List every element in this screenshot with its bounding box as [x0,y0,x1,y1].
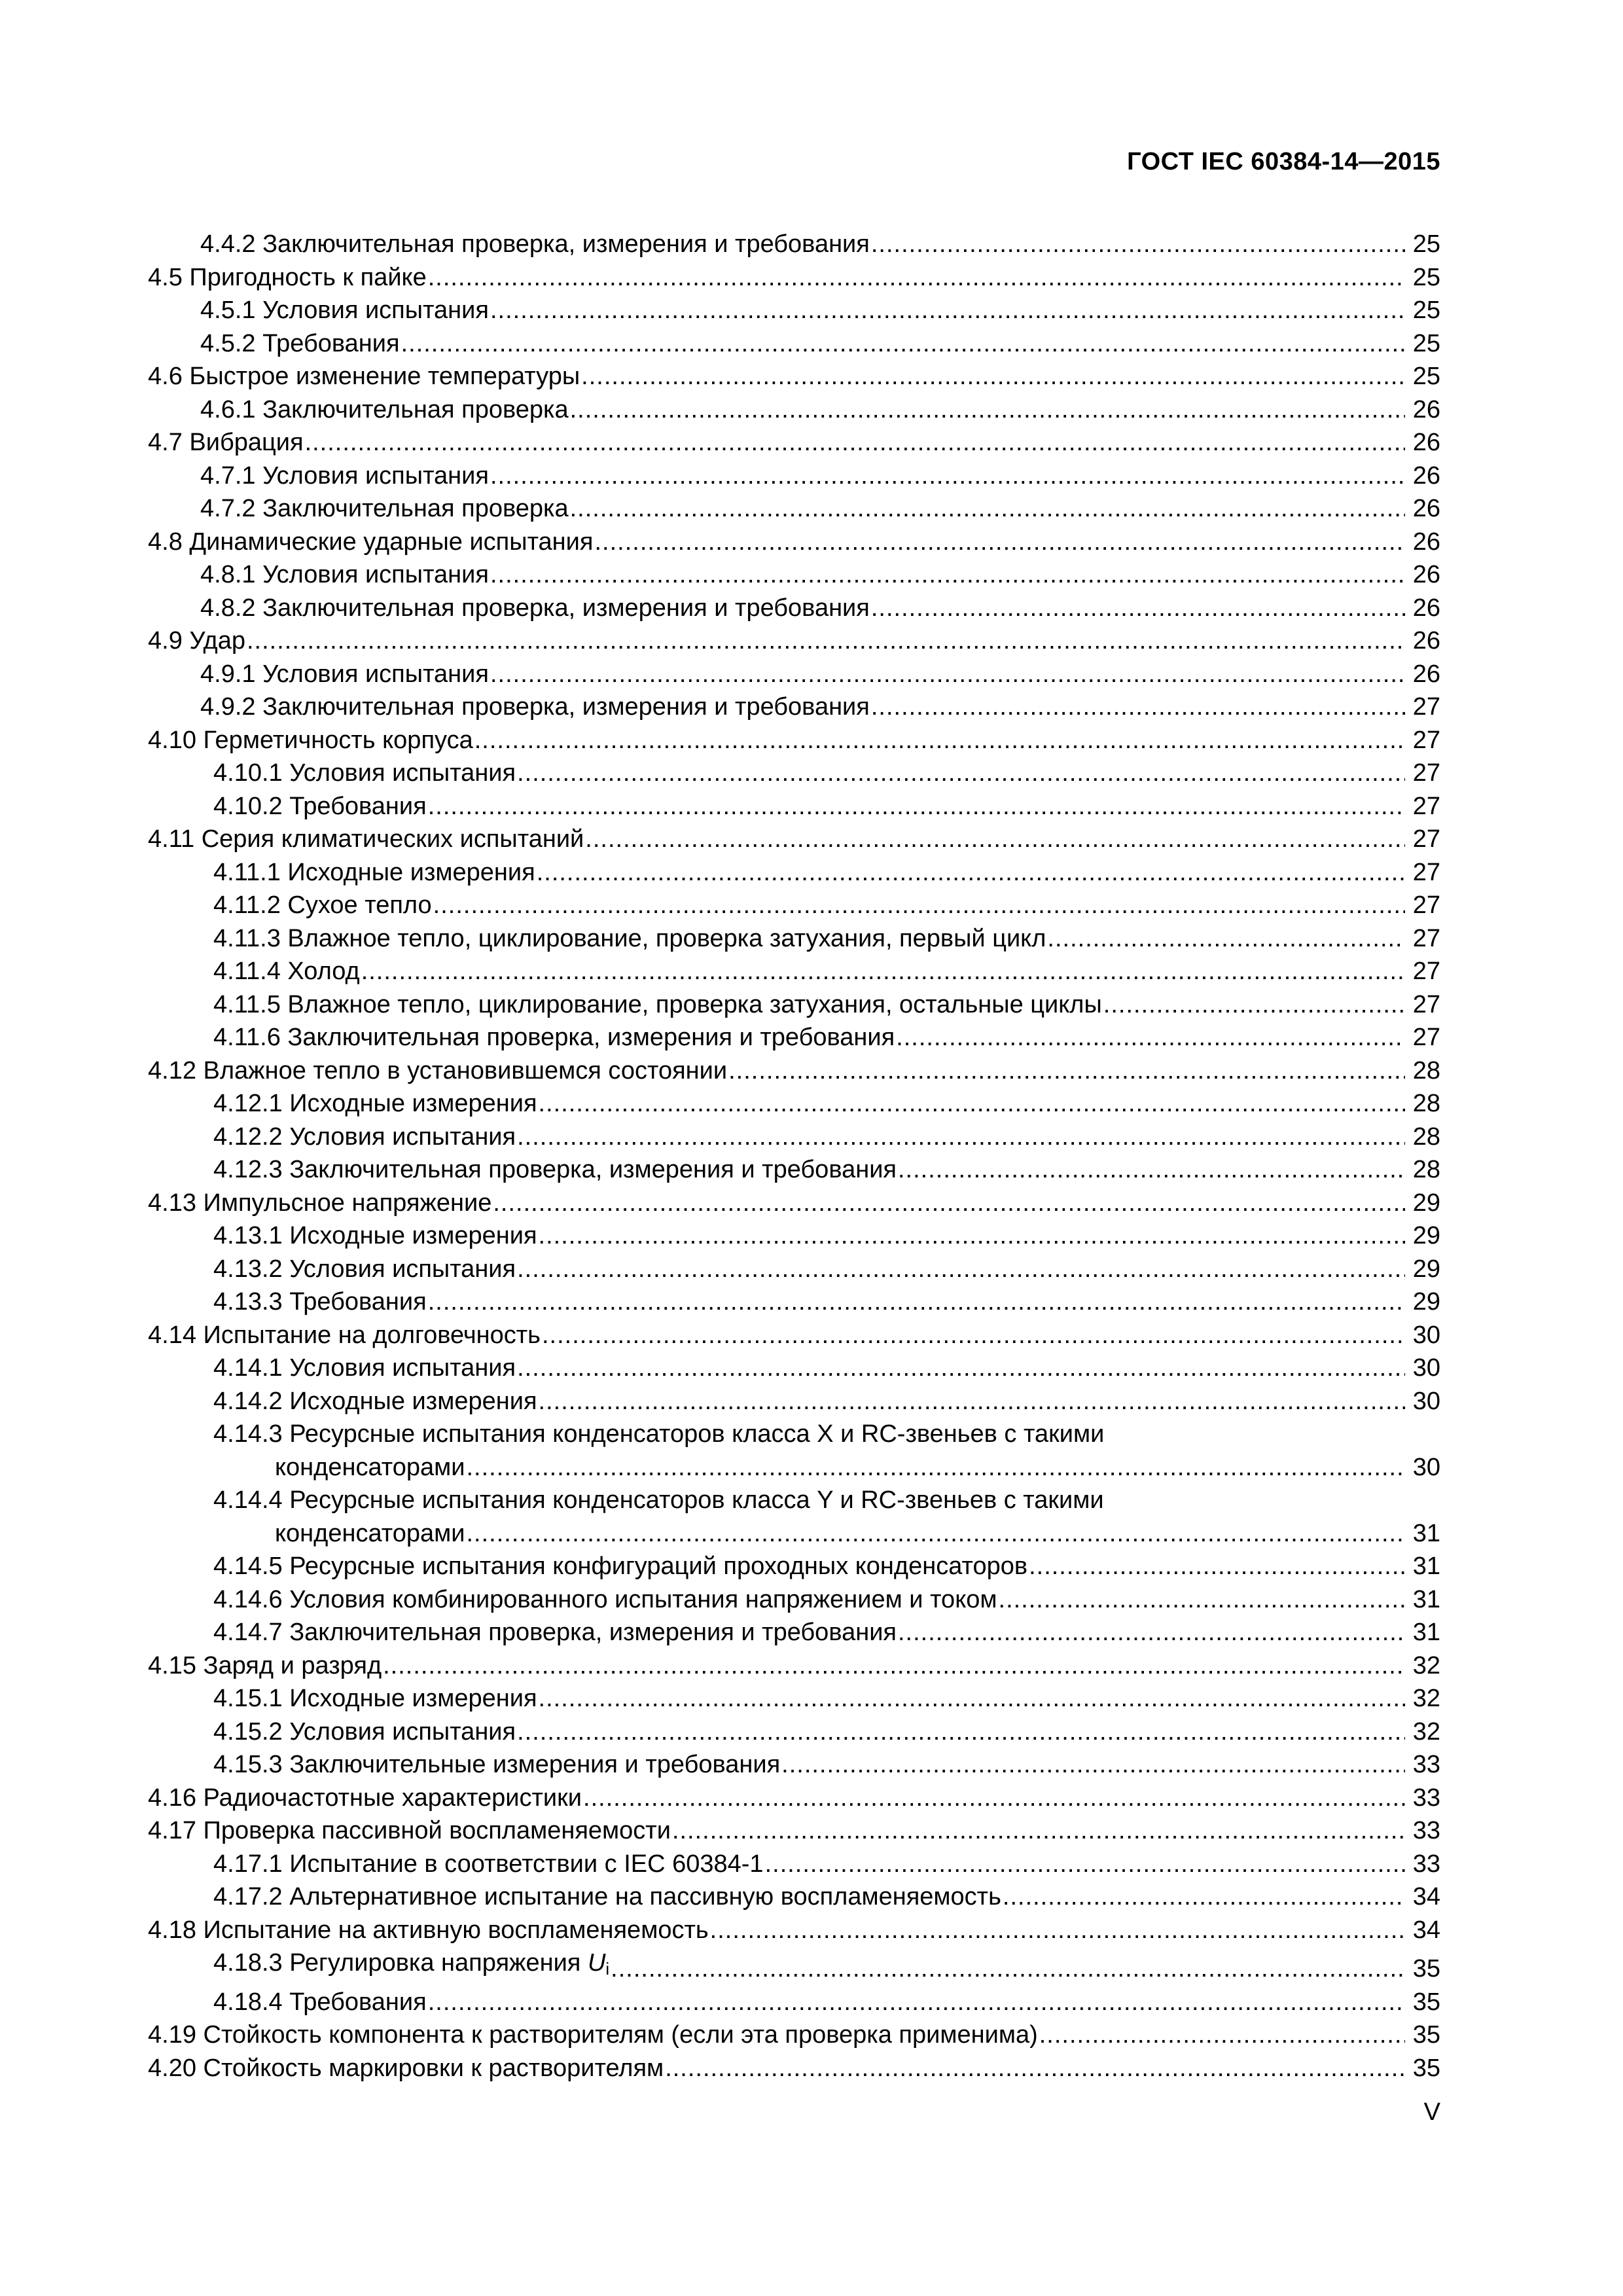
dot-leader [401,327,1405,361]
toc-page-number: 35 [1412,1988,1440,2016]
toc-page-number: 30 [1412,1387,1440,1415]
toc-page-number: 28 [1412,1122,1440,1151]
toc-entry-title: 4.12 Влажное тепло в установившемся состоянии [148,1056,728,1085]
toc-entry[interactable] [148,988,1440,1022]
toc-entry-title: 4.9.1 Условия испытания [200,660,489,688]
toc-entry-title: 4.17 Проверка пассивной воспламеняемости [148,1817,671,1844]
toc-page-number: 29 [1412,1288,1440,1316]
toc-entry-title: 4.18 Испытание на активную воспламеняемость [148,1916,709,1944]
dot-leader [594,526,1405,559]
toc-entry-title-continued: конденсаторами [275,1453,465,1481]
toc-entry-title: 4.14 Испытание на долговечность [148,1321,541,1349]
toc-page-number: 27 [1412,759,1440,787]
toc-entry-title: 4.5.1 Условия испытания [200,296,489,324]
toc-page-number: 27 [1412,924,1440,952]
dot-leader [428,261,1405,295]
dot-leader [898,1153,1405,1187]
toc-entry[interactable] [148,1484,1440,1517]
toc-entry-title: 4.7 Вибрация [148,429,304,456]
toc-page-number: 25 [1412,296,1440,324]
toc-entry-title: 4.13 Импульсное напряжение [148,1189,492,1217]
toc-entry-title: 4.18.4 Требования [213,1988,427,2016]
dot-leader [539,1087,1405,1121]
dot-leader [781,1748,1405,1782]
toc-entry[interactable] [148,1187,1440,1220]
toc-entry[interactable] [148,691,1440,724]
toc-entry[interactable] [148,1782,1440,1815]
toc-entry[interactable] [148,1319,1440,1352]
toc-entry-title: 4.10.2 Требования [213,792,427,820]
toc-entry-title: 4.15.3 Заключительные измерения и требования [213,1751,781,1778]
toc-entry[interactable] [148,955,1440,988]
dot-leader [871,228,1405,261]
toc-entry[interactable] [148,228,1440,261]
dot-leader [517,1715,1405,1749]
toc-page-number: 26 [1412,429,1440,456]
toc-page-number: 26 [1412,627,1440,655]
dot-leader [517,1352,1405,1385]
dot-leader [247,624,1405,658]
dot-leader [898,1616,1405,1649]
toc-entry-title: 4.14.5 Ресурсные испытания конфигураций проходных конденсаторов [213,1552,1028,1580]
toc-entry-title: 4.13.3 Требования [213,1288,427,1316]
dot-leader [490,558,1405,592]
toc-entry[interactable] [148,492,1440,526]
dot-leader [710,1914,1405,1947]
toc-entry-title: 4.19 Стойкость компонента к растворителям (если эта проверка применима) [148,2021,1038,2049]
dot-leader [672,1814,1405,1848]
toc-entry-title: 4.5 Пригодность к пайке [148,263,427,291]
dot-leader [1039,2018,1405,2052]
toc-entry-title: 4.14.6 Условия комбинированного испытания напряжением и током [213,1585,997,1613]
toc-page-number: 32 [1412,1717,1440,1746]
dot-leader [999,1583,1405,1617]
toc-entry[interactable] [148,658,1440,691]
toc-entry[interactable] [148,1848,1440,1881]
toc-entry-title: 4.11 Серия климатических испытаний [148,825,584,853]
dot-leader [581,360,1405,393]
dot-leader [490,294,1405,327]
dot-leader [490,459,1405,493]
toc-entry-title: 4.6 Быстрое изменение температуры [148,363,580,390]
toc-entry[interactable] [148,1649,1440,1683]
toc-entry[interactable] [148,1087,1440,1121]
toc-entry-title [213,1946,609,1986]
dot-leader [765,1848,1405,1881]
toc-page-number: 27 [1412,1024,1440,1051]
toc-page-number: 29 [1412,1222,1440,1249]
toc-page-number: 28 [1412,1090,1440,1117]
toc-page-number: 25 [1412,363,1440,390]
toc-page-number: 27 [1412,825,1440,853]
dot-leader [539,1682,1405,1715]
dot-leader [539,1385,1405,1418]
toc-entry[interactable] [148,889,1440,922]
dot-leader [1003,1880,1405,1914]
toc-entry-title: 4.13.1 Исходные измерения [213,1222,537,1249]
toc-entry[interactable] [148,1715,1440,1749]
toc-entry[interactable] [148,922,1440,956]
toc-entry-continuation[interactable] [148,1517,1440,1551]
toc-entry[interactable] [148,1550,1440,1583]
toc-page-number: 26 [1412,660,1440,688]
toc-entry[interactable] [148,1814,1440,1848]
toc-page-number: 27 [1412,891,1440,919]
toc-entry-title: 4.12.3 Заключительная проверка, измерения и требования [213,1156,897,1183]
dot-leader [611,1952,1405,1986]
toc-entry[interactable] [148,393,1440,427]
toc-page-number: 26 [1412,395,1440,423]
toc-entry-title: 4.8.2 Заключительная проверка, измерения и требования [200,594,870,622]
dot-leader [383,1649,1405,1683]
toc-entry-title: 4.5.2 Требования [200,329,400,357]
toc-entry-title: 4.14.4 Ресурсные испытания конденсаторов класса Y и RC-звеньев с такими [213,1486,1104,1514]
toc-page-number: 29 [1412,1255,1440,1283]
dot-leader [570,492,1405,526]
toc-entry-title: 4.20 Стойкость маркировки к растворителям [148,2054,664,2082]
toc-entry-title: 4.8.1 Условия испытания [200,561,489,588]
toc-page-number: 27 [1412,726,1440,754]
dot-leader [896,1021,1405,1054]
toc-entry-title: 4.14.1 Условия испытания [213,1354,516,1382]
dot-leader [517,757,1405,790]
dot-leader [467,1517,1406,1551]
dot-leader [428,790,1405,823]
document-id-header: ГОСТ IEC 60384-14—2015 [1127,148,1440,175]
toc-entry-title: 4.15 Заряд и разряд [148,1651,382,1679]
dot-leader [305,426,1405,459]
toc-entry[interactable] [148,757,1440,790]
voltage-symbol: U [587,1949,606,1977]
toc-entry[interactable] [148,1285,1440,1319]
toc-entry[interactable] [148,1153,1440,1187]
toc-entry[interactable] [148,1880,1440,1914]
dot-leader [517,1253,1405,1286]
toc-page-number: 35 [1412,1955,1440,1982]
dot-leader [474,724,1405,757]
toc-page-number: 31 [1412,1519,1440,1547]
toc-entry-title: 4.13.2 Условия испытания [213,1255,516,1283]
toc-entry-title: 4.11.4 Холод [213,958,360,985]
dot-leader [361,955,1405,988]
toc-page-number: 30 [1412,1453,1440,1481]
dot-leader [871,592,1405,625]
toc-page-number: 30 [1412,1354,1440,1382]
toc-page-number: 25 [1412,230,1440,258]
toc-entry[interactable] [148,592,1440,625]
toc-entry[interactable] [148,856,1440,889]
dot-leader [1029,1550,1405,1583]
toc-entry[interactable] [148,526,1440,559]
toc-entry[interactable] [148,1021,1440,1054]
toc-page-number: 33 [1412,1817,1440,1844]
toc-entry[interactable] [148,1121,1440,1154]
toc-entry[interactable] [148,360,1440,393]
toc-entry-continuation[interactable] [148,1451,1440,1484]
toc-entry[interactable] [148,1583,1440,1617]
dot-leader [570,393,1405,427]
dot-leader [537,856,1405,889]
toc-entry-title-text: 4.18.3 Регулировка напряжения [213,1949,581,1977]
toc-page-number: 33 [1412,1751,1440,1778]
toc-page-number: 27 [1412,858,1440,886]
dot-leader [428,1285,1405,1319]
toc-entry-title: 4.17.2 Альтернативное испытание на пассивную воспламеняемость [213,1883,1001,1910]
toc-page-number: 35 [1412,2021,1440,2049]
dot-leader [585,823,1405,856]
voltage-subscript: i [605,1959,610,1979]
toc-entry-title: 4.14.2 Исходные измерения [213,1387,537,1415]
dot-leader [539,1219,1405,1253]
dot-leader [871,691,1405,724]
toc-page-number: 26 [1412,594,1440,622]
toc-page-number: 33 [1412,1784,1440,1812]
toc-entry-title: 4.11.5 Влажное тепло, циклирование, проверка затухания, остальные циклы [213,990,1102,1018]
toc-page-number: 29 [1412,1189,1440,1217]
toc-entry-title: 4.11.1 Исходные измерения [213,858,535,886]
dot-leader [1047,922,1405,956]
toc-entry[interactable] [148,790,1440,823]
toc-entry-title: 4.11.6 Заключительная проверка, измерения и требования [213,1024,895,1051]
toc-entry[interactable] [148,724,1440,757]
dot-leader [583,1782,1405,1815]
toc-page-number: 34 [1412,1916,1440,1944]
toc-page-number: 35 [1412,2054,1440,2082]
table-of-contents [148,228,1440,2085]
toc-entry[interactable] [148,1682,1440,1715]
toc-entry[interactable] [148,1385,1440,1418]
toc-page-number: 30 [1412,1321,1440,1349]
toc-page-number: 33 [1412,1850,1440,1878]
toc-page-number: 27 [1412,792,1440,820]
toc-entry[interactable] [148,294,1440,327]
toc-entry[interactable] [148,1946,1440,1986]
toc-entry[interactable] [148,624,1440,658]
toc-entry[interactable] [148,1219,1440,1253]
toc-entry-title: 4.11.3 Влажное тепло, циклирование, проверка затухания, первый цикл [213,924,1046,952]
dot-leader [433,889,1405,922]
dot-leader [428,1986,1405,2019]
toc-page-number: 27 [1412,958,1440,985]
toc-entry[interactable] [148,1616,1440,1649]
toc-entry[interactable] [148,261,1440,295]
toc-entry[interactable] [148,1986,1440,2019]
toc-entry-title: 4.16 Радиочастотные характеристики [148,1784,582,1812]
toc-page-number: 25 [1412,263,1440,291]
toc-entry-title: 4.6.1 Заключительная проверка [200,395,569,423]
toc-page-number: 26 [1412,561,1440,588]
toc-entry[interactable] [148,426,1440,459]
toc-page-number: 26 [1412,495,1440,522]
toc-entry-title: 4.9.2 Заключительная проверка, измерения и требования [200,693,870,721]
dot-leader [542,1319,1405,1352]
toc-entry-title: 4.17.1 Испытание в соответствии с IEC 60384-1 [213,1850,764,1878]
toc-page-number: 27 [1412,990,1440,1018]
toc-entry-title: 4.11.2 Сухое тепло [213,891,432,919]
toc-entry-title: 4.14.7 Заключительная проверка, измерения и требования [213,1619,897,1646]
toc-entry[interactable] [148,558,1440,592]
toc-entry[interactable] [148,823,1440,856]
toc-entry-title: 4.14.3 Ресурсные испытания конденсаторов класса X и RC-звеньев с такими [213,1420,1105,1448]
toc-entry[interactable] [148,2052,1440,2085]
toc-page-number: 31 [1412,1585,1440,1613]
toc-entry-title: 4.10.1 Условия испытания [213,759,516,787]
toc-page-number: 28 [1412,1056,1440,1085]
page-number: V [1423,2098,1440,2126]
dot-leader [490,658,1405,691]
toc-page-number: 31 [1412,1619,1440,1646]
toc-entry[interactable] [148,1352,1440,1385]
toc-entry-title: 4.10 Герметичность корпуса [148,726,473,754]
toc-entry-title: 4.7.2 Заключительная проверка [200,495,569,522]
toc-entry[interactable] [148,459,1440,493]
toc-entry-title: 4.9 Удар [148,627,245,655]
toc-entry-title: 4.15.2 Условия испытания [213,1717,516,1746]
toc-page-number: 28 [1412,1156,1440,1183]
toc-page-number: 26 [1412,528,1440,556]
toc-entry[interactable] [148,1418,1440,1451]
toc-entry-title: 4.7.1 Условия испытания [200,461,489,490]
toc-entry-title: 4.8 Динамические ударные испытания [148,528,594,556]
toc-page-number: 34 [1412,1883,1440,1910]
toc-entry[interactable] [148,1914,1440,1947]
toc-entry-title: 4.12.1 Исходные измерения [213,1090,537,1117]
toc-page-number: 31 [1412,1552,1440,1580]
toc-entry-title: 4.15.1 Исходные измерения [213,1685,537,1712]
toc-page-number: 32 [1412,1651,1440,1679]
toc-page-number: 32 [1412,1685,1440,1712]
toc-entry-title: 4.4.2 Заключительная проверка, измерения и требования [200,230,870,258]
dot-leader [517,1121,1405,1154]
dot-leader [728,1054,1405,1088]
toc-entry-title-continued: конденсаторами [275,1519,465,1547]
toc-entry[interactable] [148,327,1440,361]
toc-entry[interactable] [148,1054,1440,1088]
dot-leader [493,1187,1405,1220]
toc-entry[interactable] [148,1748,1440,1782]
toc-entry[interactable] [148,1253,1440,1286]
dot-leader [1103,988,1405,1022]
toc-page-number: 25 [1412,329,1440,357]
dot-leader [467,1451,1406,1484]
toc-page-number: 27 [1412,693,1440,721]
toc-entry[interactable] [148,2018,1440,2052]
toc-page-number: 26 [1412,461,1440,490]
dot-leader [665,2052,1405,2085]
toc-entry-title: 4.12.2 Условия испытания [213,1122,516,1151]
